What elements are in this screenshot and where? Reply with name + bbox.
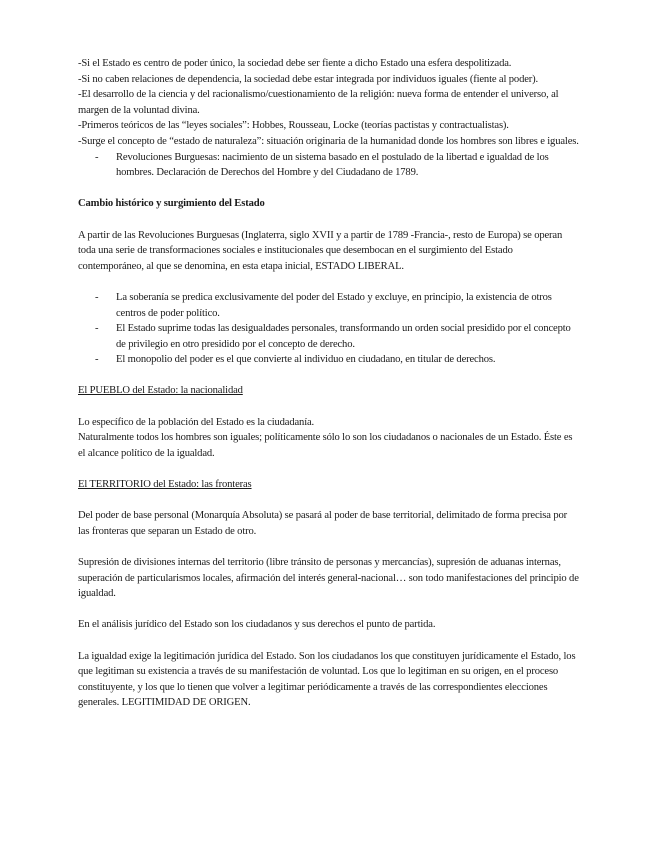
bullet-marker: - (95, 291, 99, 303)
bullet-marker: - (95, 151, 99, 163)
paragraph: Naturalmente todos los hombres son iguales; políticamente sólo lo son los ciudadanos o nacionales de un Estado. Éste es el alcance político de la igualdad. (78, 432, 573, 459)
bullet-text: El Estado suprime todas las desigualdades personales, transformando un orden social presidido por el concepto de privilegio en otro presidido por el concepto de derecho. (116, 323, 571, 350)
bullet-text: Revoluciones Burguesas: nacimiento de un sistema basado en el postulado de la libertad e igualdad de los hombres. Declaración de Derechos del Hombre y del Ciudadano de 1789. (116, 151, 549, 179)
paragraph: Lo específico de la población del Estado es la ciudadanía. (78, 416, 315, 428)
paragraph: A partir de las Revoluciones Burguesas (Inglaterra, siglo XVII y a partir de 1789 -Francia-, resto de Europa) se operan toda una serie de transformaciones sociales e institucionales que desembocan en el surgimiento del Estado contemporáneo, al que se denomina, en esta etapa inicial, ESTADO LIBERAL. (78, 229, 563, 272)
section-heading-text: El PUEBLO del Estado: la nacionalidad (78, 385, 243, 397)
list-item (78, 352, 580, 368)
bullet-text: El monopolio del poder es el que convierte al individuo en ciudadano, en titular de derechos. (116, 354, 496, 366)
section-heading (78, 383, 580, 399)
document-page (78, 56, 580, 711)
list-item (78, 290, 580, 321)
section-heading: Cambio histórico y surgimiento del Estado (78, 198, 265, 210)
section-heading-text: El TERRITORIO del Estado: las fronteras (78, 479, 252, 491)
paragraph: Supresión de divisiones internas del territorio (libre tránsito de personas y mercancías), supresión de aduanas internas, superación de particularismos locales, afirmación del interés general-nacional… son todo manifestaciones del principio de igualdad. (78, 557, 579, 600)
intro-line: -Si el Estado es centro de poder único, la sociedad debe ser fiente a dicho Estado una esfera despolitizada. (78, 58, 512, 69)
intro-line: -El desarrollo de la ciencia y del racionalismo/cuestionamiento de la religión: nueva forma de entender el universo, al margen de la voluntad divina. (78, 89, 559, 116)
section-heading (78, 477, 580, 493)
list-item (78, 150, 580, 181)
bullet-text: La soberanía se predica exclusivamente del poder del Estado y excluye, en principio, la existencia de otros centros de poder político. (116, 291, 552, 319)
paragraph: La igualdad exige la legitimación jurídica del Estado. Son los ciudadanos los que constituyen jurídicamente el Estado, los que legitiman su existencia a través de su manifestación de voluntad. Los que lo legitiman en su origen, en el proceso constituyente, y los que lo tienen que volver a legitimar periódicamente a través de las correspondientes elecciones generales. LEGITIMIDAD DE ORIGEN. (78, 650, 576, 709)
intro-line: -Primeros teóricos de las “leyes sociales”: Hobbes, Rousseau, Locke (teorías pactistas y contractualistas). (78, 120, 509, 132)
intro-line: -Surge el concepto de “estado de naturaleza”: situación originaria de la humanidad donde los hombres son libres e iguales. (78, 135, 579, 147)
bullet-marker: - (95, 354, 99, 366)
intro-line: -Si no caben relaciones de dependencia, la sociedad debe estar integrada por individuos iguales (fiente al poder). (78, 73, 539, 85)
paragraph: En el análisis jurídico del Estado son los ciudadanos y sus derechos el punto de partida. (78, 619, 436, 631)
paragraph: Del poder de base personal (Monarquía Absoluta) se pasará al poder de base territorial, delimitado de forma precisa por las fronteras que separan un Estado de otro. (78, 510, 567, 537)
list-item (78, 321, 580, 352)
bullet-marker: - (95, 323, 99, 335)
